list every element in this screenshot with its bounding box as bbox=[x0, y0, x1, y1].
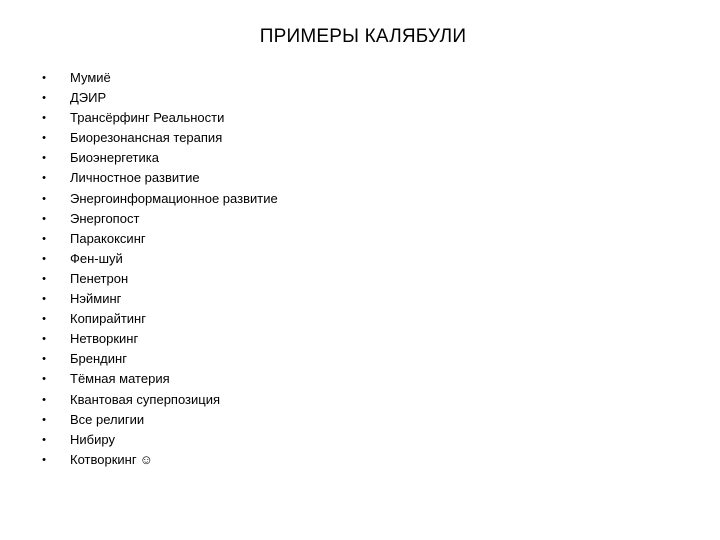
list-item-label bbox=[70, 271, 128, 287]
bullet-icon: • bbox=[42, 72, 46, 84]
list-item-label bbox=[70, 331, 138, 347]
list-item-label bbox=[70, 70, 111, 86]
list-item-text: Биорезонансная терапия bbox=[70, 130, 223, 146]
list-item-label bbox=[70, 150, 159, 166]
list-item-label bbox=[70, 251, 123, 267]
bullet-icon: • bbox=[42, 333, 46, 346]
bullet-icon: • bbox=[42, 252, 46, 265]
bullet-icon: • bbox=[42, 413, 46, 426]
list-item-text: Биоэнергетика bbox=[70, 150, 159, 166]
list-item-text: Все религии bbox=[70, 411, 145, 427]
bullet-icon: • bbox=[42, 232, 46, 245]
list-item-text: Нибиру bbox=[70, 431, 115, 447]
list-item-text: Брендинг bbox=[70, 351, 127, 367]
list-item-text: Мумиё bbox=[70, 70, 111, 85]
list-item-text: ДЭИР bbox=[70, 90, 107, 106]
list-item-label bbox=[70, 311, 146, 327]
slide-title-text: ПРИМЕРЫ КАЛЯБУЛИ bbox=[259, 26, 467, 47]
list-item-label bbox=[70, 412, 144, 428]
list-item-label bbox=[70, 110, 224, 126]
list-item-label bbox=[70, 130, 222, 146]
list-item-label bbox=[70, 291, 121, 307]
bullet-icon: • bbox=[42, 212, 46, 225]
bullet-icon: • bbox=[42, 172, 46, 185]
list-item-label bbox=[70, 231, 146, 247]
list-item-label bbox=[70, 211, 139, 227]
bullet-icon: • bbox=[42, 453, 46, 466]
bullet-icon: • bbox=[42, 373, 46, 386]
list-item-label bbox=[70, 90, 106, 106]
slide-title bbox=[0, 26, 720, 48]
list-item-label bbox=[70, 432, 115, 448]
list-item-text: Тёмная материя bbox=[70, 371, 170, 387]
list-item-text: Энергоинформационное развитие bbox=[70, 190, 278, 206]
list-item-label bbox=[70, 371, 170, 387]
list-item-text: Квантовая суперпозиция bbox=[70, 391, 221, 407]
list-item-label bbox=[70, 191, 278, 207]
bullet-icon: • bbox=[42, 112, 46, 125]
list-item-label bbox=[70, 170, 200, 186]
bullet-icon: • bbox=[42, 92, 46, 105]
list-item-text: Энергопост bbox=[70, 210, 140, 226]
list-item-text: Нетворкинг bbox=[70, 331, 139, 347]
smiley-icon: ☺ bbox=[139, 451, 153, 467]
bullet-icon: • bbox=[42, 152, 46, 165]
bullet-icon: • bbox=[42, 433, 46, 446]
bullet-icon: • bbox=[42, 132, 46, 145]
list-item-text: Паракоксинг bbox=[70, 230, 146, 246]
list-item-label bbox=[70, 351, 127, 367]
list-item-text: Фен-шуй bbox=[70, 250, 123, 266]
bullet-icon: • bbox=[42, 393, 46, 406]
list-item-label bbox=[70, 392, 220, 408]
list-item-text: Копирайтинг bbox=[70, 311, 146, 327]
bullet-icon: • bbox=[42, 192, 46, 205]
bullet-icon: • bbox=[42, 313, 46, 326]
list-item-text: Пенетрон bbox=[70, 270, 129, 286]
list-item-text: Нэйминг bbox=[70, 291, 122, 307]
list-item-text: Личностное развитие bbox=[70, 170, 200, 186]
bullet-icon: • bbox=[42, 293, 46, 306]
bullet-icon: • bbox=[42, 272, 46, 285]
bullet-icon: • bbox=[42, 353, 46, 366]
list-item-text: Трансёрфинг Реальности bbox=[70, 110, 225, 126]
list-item-text: Котворкинг bbox=[70, 451, 137, 467]
list-item-label bbox=[70, 452, 153, 468]
